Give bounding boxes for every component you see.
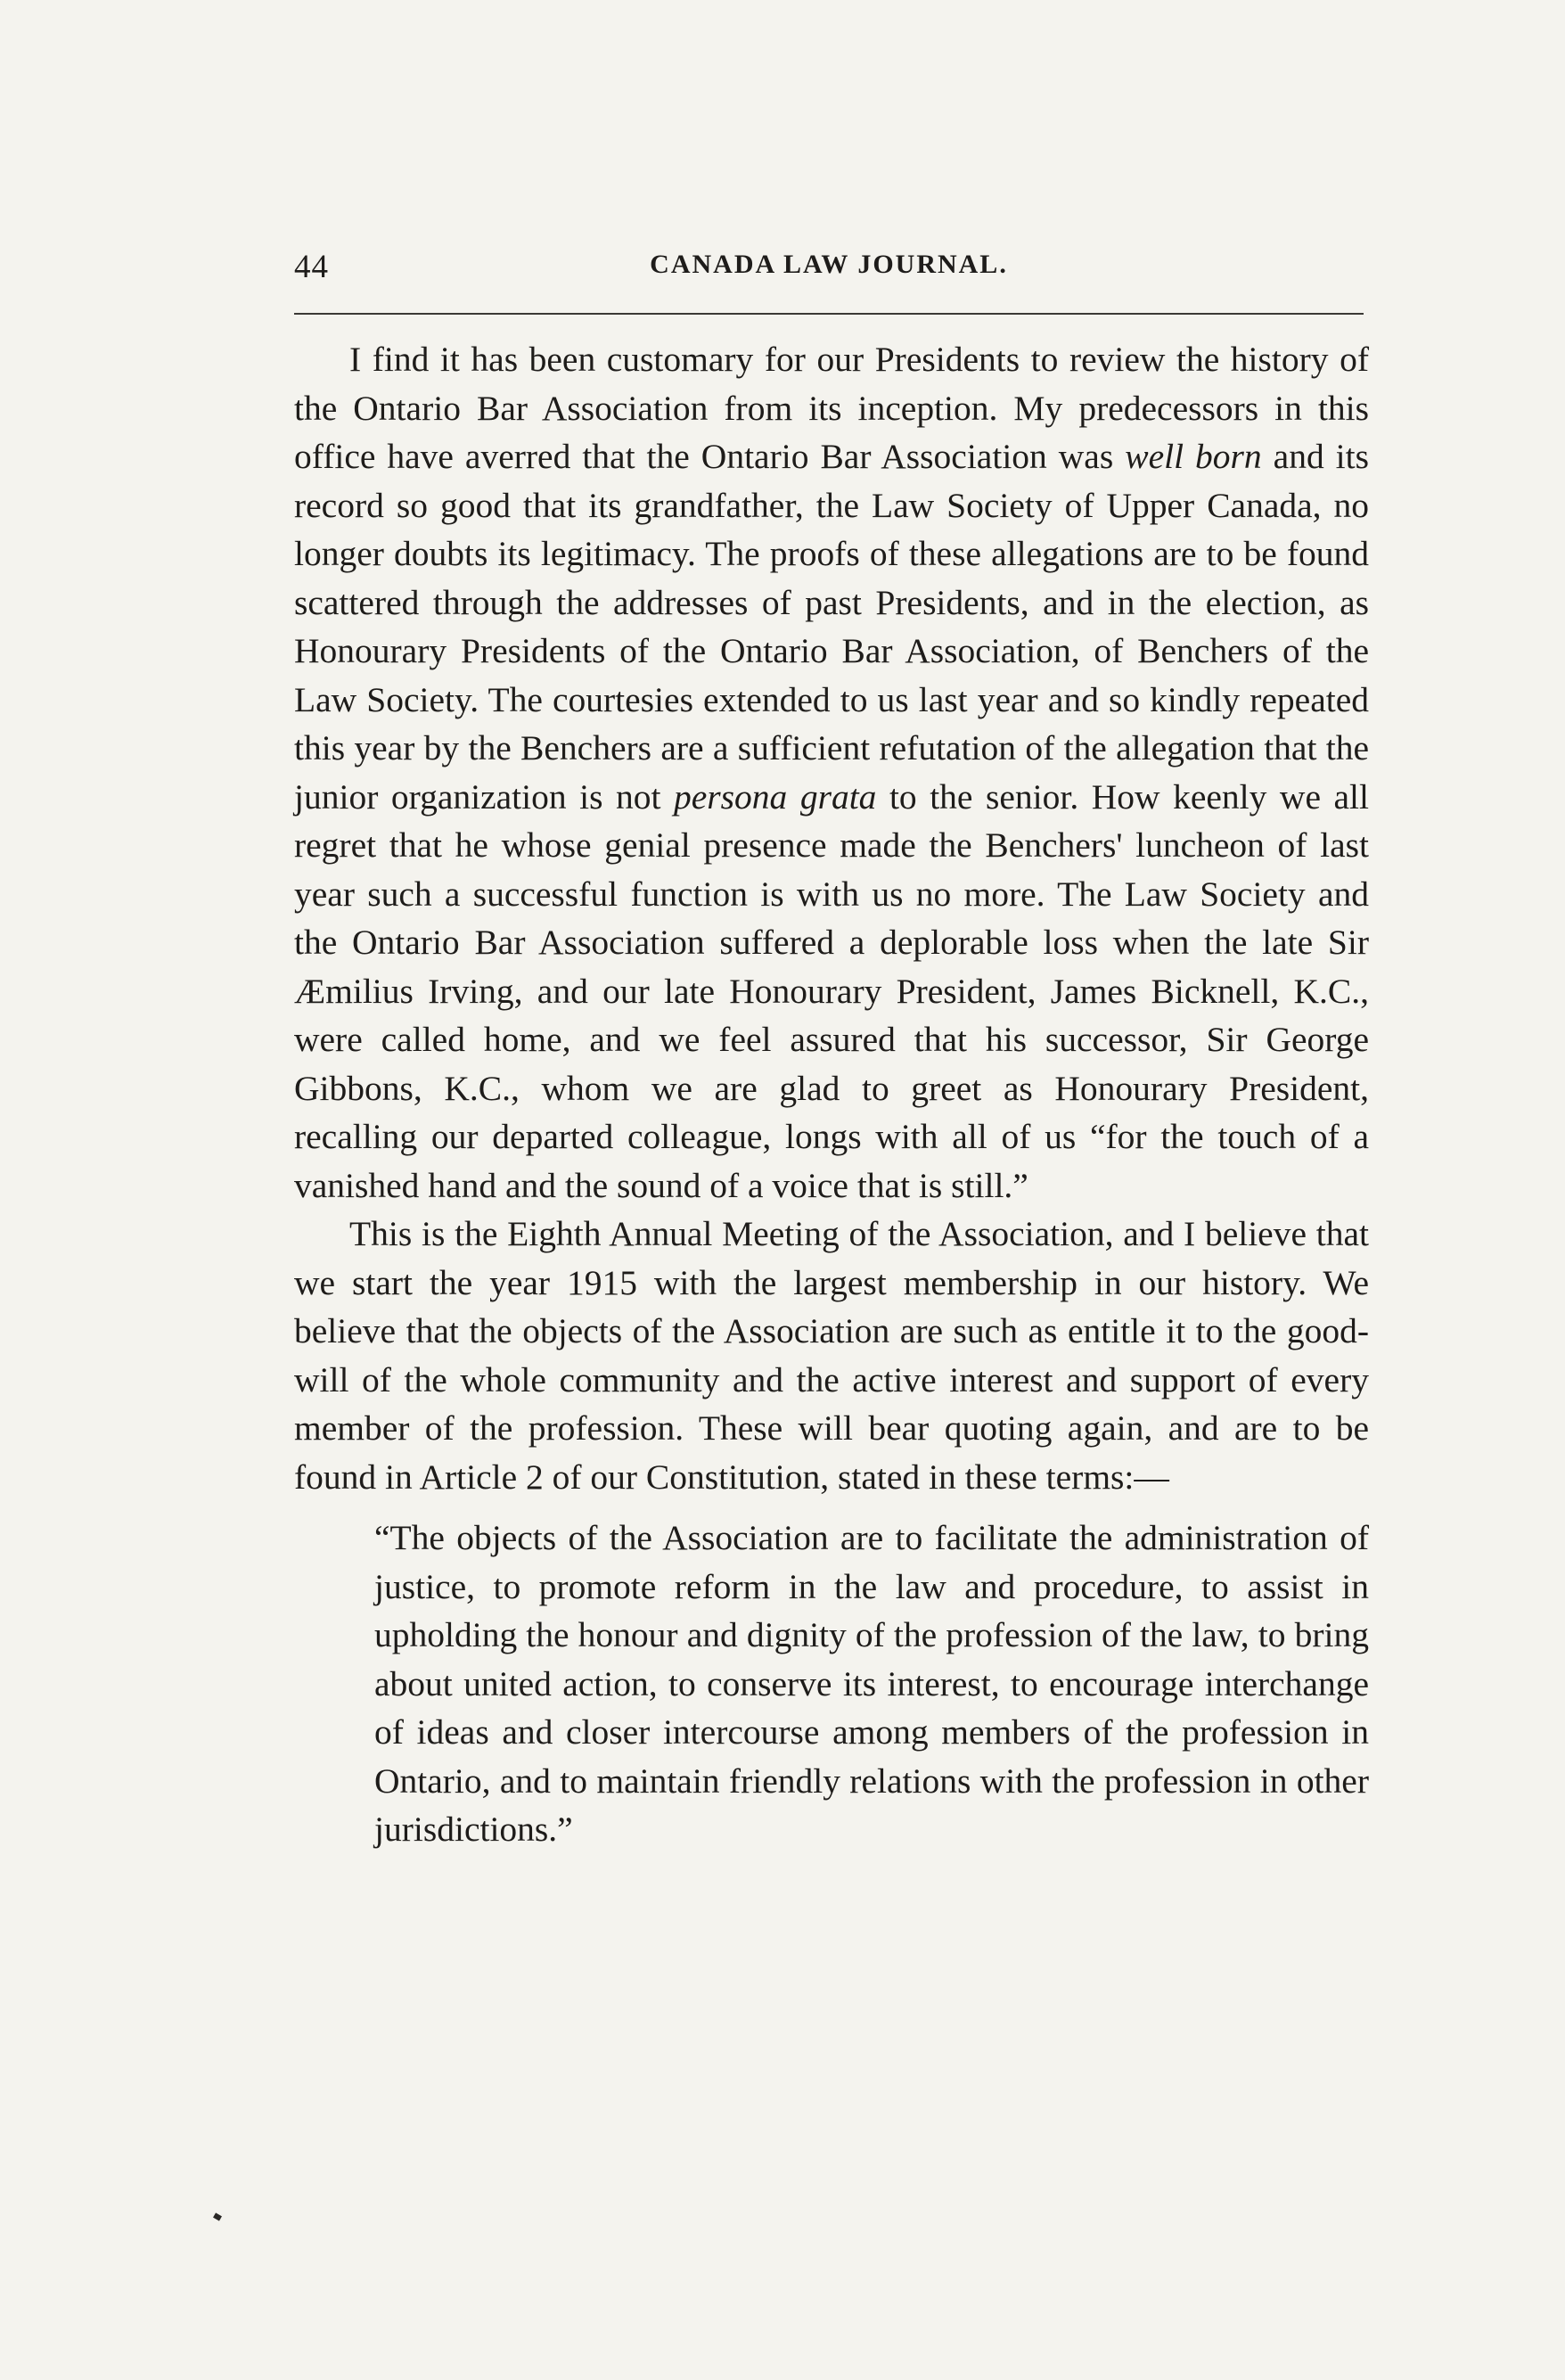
ink-speck <box>213 2212 222 2220</box>
body-text <box>294 335 1369 1854</box>
paragraph-eighth-meeting: This is the Eighth Annual Meeting of the Association, and I believe that we start the year 1915 with the largest membership in our history. We believe that the objects of the Association are such as entitle it to the good-will of the whole community and the active interest and support of every member of the profession. These will bear quoting again, and are to be found in Article 2 of our Constitution, stated in these terms:— <box>294 1214 1369 1497</box>
emphasis-well-born: well born <box>1125 437 1262 476</box>
paragraph-text: I find it has been customary for our Presidents to review the history of the Ontario Bar Association from its inception. My predecessors in this office have averred that the Ontario Bar Association was <box>294 340 1369 476</box>
constitution-quote: “The objects of the Association are to facilitate the administration of justice, to promote reform in the law and procedure, to assist in upholding the honour and dignity of the profession of the law, to bring about united action, to conserve its interest, to encourage interchange of ideas and closer intercourse among members of the profession in Ontario, and to maintain friendly relations with the profession in other jurisdictions.” <box>374 1518 1369 1849</box>
paragraph-presidents-history <box>294 335 1369 1210</box>
paragraph-text: to the senior. How keenly we all regret that he whose genial presence made the Benchers' luncheon of last year such a successful function is with us no more. The Law Society and the Ontario Bar Association suffered a deplorable loss when the late Sir Æmilius Irving, and our late Honourary President, James Bicknell, K.C., were called home, and we feel assured that his successor, Sir George Gibbons, K.C., whom we are glad to greet as Honourary President, recalling our departed colleague, longs with all of us “for the touch of a vanished hand and the sound of a voice that is still.” <box>294 776 1369 1205</box>
paragraph-text: and its record so good that its grandfather, the Law Society of Upper Canada, no longer doubts its legitimacy. The proofs of these allegations are to be found scattered through the addresses of past Presidents, and in the election, as Honourary Presidents of the Ontario Bar Association, of Benchers of the Law Society. The courtesies extended to us last year and so kindly repeated this year by the Benchers are a sufficient refutation of the allegation that the junior organization is not <box>294 437 1370 817</box>
running-title: CANADA LAW JOURNAL. <box>650 250 1008 279</box>
header-rule <box>294 313 1364 315</box>
page-header <box>294 248 1364 291</box>
emphasis-persona-grata: persona grata <box>674 776 877 817</box>
page-number: 44 <box>294 249 329 285</box>
